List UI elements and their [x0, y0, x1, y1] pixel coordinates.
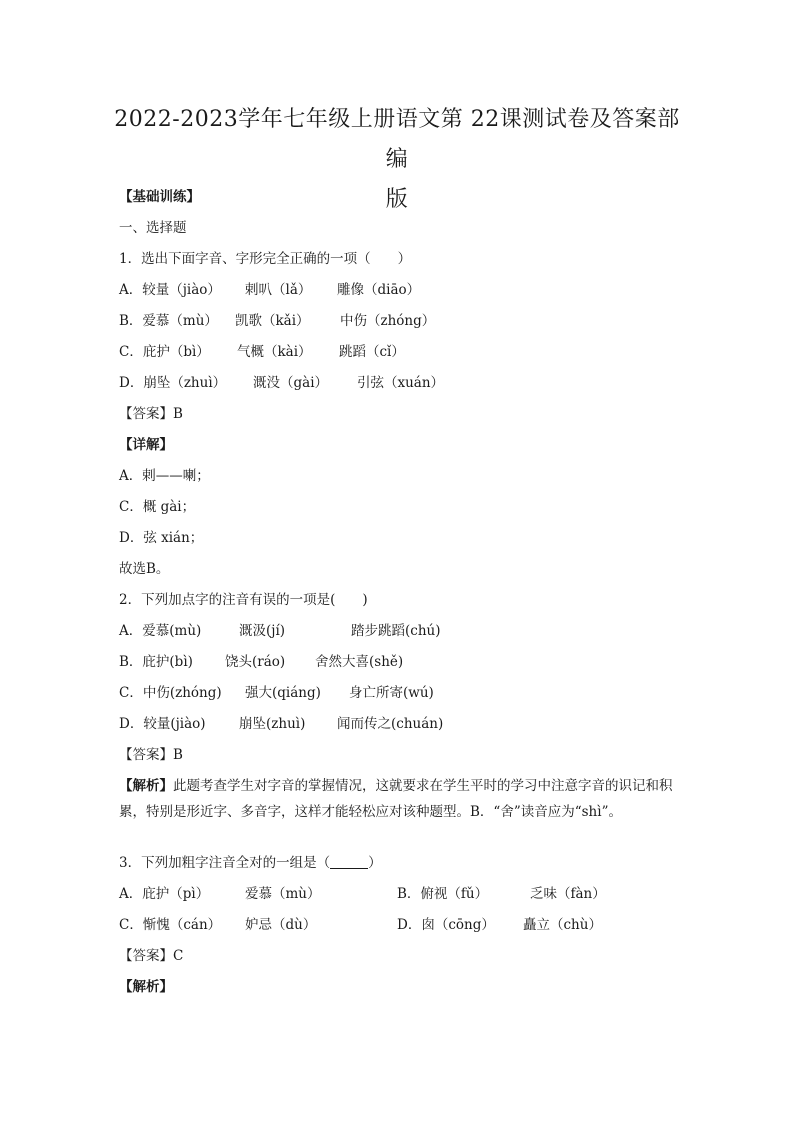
question-3-options-row-2	[119, 912, 699, 943]
option-item: 剌叭（lǎ）	[245, 282, 312, 298]
option-item: 溉汲(jí)	[239, 623, 286, 639]
option-item: 身亡所寄(wú)	[349, 685, 434, 701]
option-item: 崩坠(zhuì)	[239, 716, 306, 732]
question-3-analysis-heading: 【解析】	[119, 979, 173, 995]
option-item: 雕像（diāo）	[337, 282, 421, 298]
question-1-detail-line: 故选B。	[119, 561, 170, 577]
document-body	[119, 184, 699, 1005]
option-item: 妒忌（dù）	[245, 917, 317, 933]
answer-blank	[330, 853, 368, 869]
question-1-stem: 1．选出下面字音、字形完全正确的一项（ ）	[119, 251, 412, 267]
option-item: 凯歌（kǎi）	[235, 313, 310, 329]
option-item: 闻而传之(chuán)	[337, 716, 444, 732]
section-heading-choice: 一、选择题	[119, 220, 187, 236]
question-2-analysis-heading: 【解析】	[119, 778, 173, 794]
question-1-option-c	[119, 339, 699, 370]
option-item: 乏味（fàn）	[530, 886, 606, 902]
option-item: C．中伤(zhóng)	[119, 685, 222, 701]
option-item: D．较量(jiào)	[119, 716, 206, 732]
question-2-analysis-text: 此题考查学生对字音的掌握情况，这就要求在学生平时的学习中注意字音的识记和积累，特别是形近字、多音字，这样才能轻松应对该种题型。B．“舍”读音应为“shì”。	[119, 778, 673, 820]
question-1-option-b	[119, 308, 699, 339]
question-2-option-d	[119, 711, 699, 742]
option-item: 踏步跳蹈(chú)	[351, 623, 441, 639]
question-3-options-row-1	[119, 881, 699, 912]
option-item: A．较量（jiào）	[119, 282, 221, 298]
question-3-stem-close: ）	[368, 855, 382, 871]
option-item: 中伤（zhóng）	[340, 313, 436, 329]
question-1-answer: 【答案】B	[119, 406, 183, 422]
option-item: A．庇护（pì）	[119, 886, 210, 902]
option-item: 矗立（chù）	[523, 917, 602, 933]
question-1-detail-heading: 【详解】	[119, 437, 173, 453]
question-2-answer: 【答案】B	[119, 747, 183, 763]
option-item: B．爱慕（mù）	[119, 313, 218, 329]
option-item: D．囱（cōng）	[397, 917, 495, 933]
option-item: C．庇护（bì）	[119, 344, 210, 360]
option-item: D．崩坠（zhuì）	[119, 375, 227, 391]
option-item: A．爱慕(mù)	[119, 623, 202, 639]
option-item: 饶头(ráo)	[225, 654, 286, 670]
question-2-analysis	[119, 773, 699, 830]
spacer	[119, 830, 699, 850]
option-item: 爱慕（mù）	[245, 886, 321, 902]
question-3-stem-text: 3．下列加粗字注音全对的一组是（	[119, 855, 331, 871]
question-2-option-b	[119, 649, 699, 680]
question-2-stem: 2．下列加点字的注音有误的一项是( )	[119, 592, 368, 608]
question-2-option-c	[119, 680, 699, 711]
option-item: 舍然大喜(shě)	[315, 654, 404, 670]
option-item: 气概（kài）	[237, 344, 312, 360]
option-item: B．庇护(bì)	[119, 654, 193, 670]
option-item: 溉没（gài）	[253, 375, 329, 391]
question-1-detail-line: A．剌——喇；	[119, 468, 210, 484]
option-item: 跳蹈（cǐ）	[339, 344, 405, 360]
option-item: C．惭愧（cán）	[119, 917, 222, 933]
option-item: 强大(qiáng)	[245, 685, 321, 701]
section-heading-basic: 【基础训练】	[119, 189, 200, 205]
option-item: 引弦（xuán）	[357, 375, 445, 391]
question-3-stem	[119, 850, 699, 881]
question-1-option-a	[119, 277, 699, 308]
title-line-2: 版	[385, 187, 409, 212]
question-2-option-a	[119, 618, 699, 649]
question-1-option-d	[119, 370, 699, 401]
question-3-answer: 【答案】C	[119, 948, 184, 964]
question-1-detail-line: C．概 gài；	[119, 499, 196, 515]
title-line-1: 2022-2023学年七年级上册语文第 22课测试卷及答案部编	[114, 107, 680, 172]
question-1-detail-line: D．弦 xián；	[119, 530, 204, 546]
option-item: B．俯视（fǔ）	[397, 886, 489, 902]
